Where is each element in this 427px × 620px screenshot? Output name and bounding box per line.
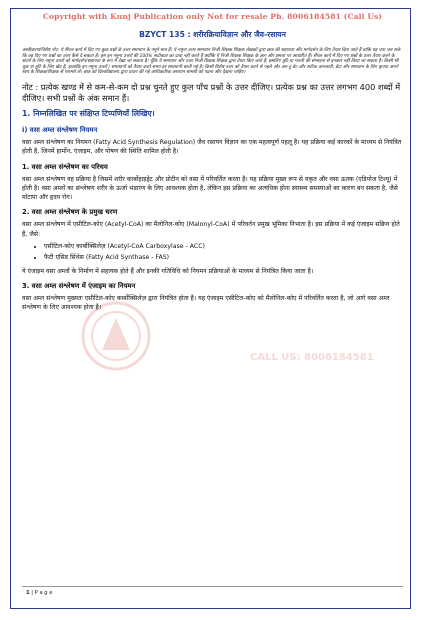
copyright-header: Copyright with Kunj Publication only Not for resale Ph. 8006184581 (Call Us) <box>42 12 383 21</box>
list-item: • फैटी एसिड सिंथेस (Fatty Acid Synthase - FAS) <box>44 253 403 262</box>
disclaimer: अस्वीकरण/विशेष नोट: ये सैंपल कार्य में दिए गए कुछ प्रश्नों के उत्तर समाधान के नमूने मात्र हैं। ये नमूना उत्तर समाधान निजी शिक्षक शिक्षक लेखकों द्वारा छात्र की सहायता और मार्गदर्शन के लिए तैयार किए जाते हैं ताकि यह पता चल सके कि वह दिए गए प्रश्नों का उत्तर कैसे दे सकता है। हम इन नमूना उत्तरों की 100% सटीकता का दावा नहीं करते हैं क्योंकि ये निजी शिक्षक शिक्षक के ज्ञान और क्षमता पर आधारित हैं। सैंपल कार्य में दिए गए प्रश्नों के उत्तर तैयार करने के संदर्भ के लिए नमूना उत्तरों को मार्गदर्शन/सहायता के रूप में देखा जा सकता है। चूँकि ये समाधान और उत्तर निजी शिक्षक शिक्षक द्वारा तैयार किए जाते हैं, इसलिए त्रुटि या गलती की संभावना से इनकार नहीं किया जा सकता है। किसी भी चूक या त्रुटि के लिए खेद है, हालांकि इन नमूना उत्तरों / समाधानों को तैयार करते समय हर सावधानी बरती गई है। किसी विशेष उत्तर को तैयार करने से पहले और अप-टू-डेट और सटीक जानकारी, डेटा और समाधान के लिए कृपया अपने स्वयं के शिक्षक/शिक्षक से परामर्श लें। छात्र को विश्वविद्यालय द्वारा प्रदान की गई आधिकारिक अध्ययन सामग्री को पढ़ना और देखना चाहिए। <box>22 48 401 76</box>
exam-note: नोट : प्रत्येक खण्ड में से कम-से-कम दो प्रश्न चुनते हुए कुल पाँच प्रश्नों के उत्तर दीजिए। प्रत्येक प्रश्न का उत्तर लगभग 400 शब्दों में दीजिए। सभी प्रश्नों के अंक समान हैं। <box>22 81 401 103</box>
part1-paragraph: वसा अम्ल संश्लेषण वह प्रक्रिया है जिसमें शरीर कार्बोहाइड्रेट और प्रोटीन को वसा में परिवर्तित करता है। यह प्रक्रिया मुख्य रूप से यकृत और वसा ऊतक (एडिपोज टिश्यू) में होती है। वसा अम्लों का संश्लेषण शरीर के ऊर्जा भंडारण के लिए आवश्यक होता है, लेकिन इस प्रक्रिया का अत्यधिक होना स्वास्थ्य समस्याओं का कारण बन सकता है, जैसे मोटापा और हृदय रोग। <box>22 175 398 202</box>
part3-paragraph: वसा अम्ल संश्लेषण मुख्यतः एसीटिल-कोए कार्बोक्सिलेज़ द्वारा नियंत्रित होता है। यह एंजाइम एसीटिल-कोए को मैलोनिल-कोए में परिवर्तित करता है, जो आगे वसा अम्ल संश्लेषण के लिए आवश्यक होता है। <box>22 294 390 312</box>
watermark-phone: CALL US: 8006184581 <box>250 352 374 363</box>
intro-paragraph: वसा अम्ल संश्लेषण का नियमन (Fatty Acid Synthesis Regulation) जैव रसायन विज्ञान का एक महत्वपूर्ण पहलू है। यह प्रक्रिया कई कारकों के माध्यम से नियंत्रित होती है, जिनमें हार्मोन, एंजाइम, और पोषण की स्थिति शामिल होती है। <box>22 138 402 156</box>
document-body <box>22 12 403 313</box>
subsection-heading: i) वसा अम्ल संश्लेषण नियमन <box>22 125 98 134</box>
part1-heading: 1. वसा अम्ल संश्लेषण का परिचय <box>22 162 108 171</box>
course-title: BZYCT 135 : शरीरक्रियाविज्ञान और जैव-रसायन <box>139 30 286 39</box>
page-label: | P a g e <box>29 590 53 596</box>
enzyme-list <box>22 242 403 263</box>
footer-divider <box>22 586 403 587</box>
part2-after-paragraph: ये एंजाइम वसा अम्लों के निर्माण में सहायक होते हैं और इनकी गतिविधि को नियमन प्रक्रियाओं के माध्यम से नियंत्रित किया जाता है। <box>22 267 314 275</box>
page-footer <box>26 590 52 596</box>
part3-heading: 3. वसा अम्ल संश्लेषण में एंजाइम का नियमन <box>22 281 136 290</box>
list-item: • एसीटिल-कोए कार्बोक्सिलेज़ (Acetyl-CoA Carboxylase - ACC) <box>44 242 403 251</box>
section-heading: 1. निम्नलिखित पर संक्षिप्त टिप्पणियाँ लिखिए। <box>22 108 155 118</box>
page-number: 1 <box>26 590 30 596</box>
part2-heading: 2. वसा अम्ल संश्लेषण के प्रमुख चरण <box>22 208 118 217</box>
part2-paragraph: वसा अम्ल संश्लेषण में एसीटिल-कोए (Acetyl-CoA) का मैलोनिल-कोए (Malonyl-CoA) में परिवर्तन प्रमुख भूमिका निभाता है। इस प्रक्रिया में कई एंजाइम सक्रिय होते हैं, जैसे: <box>22 221 400 238</box>
